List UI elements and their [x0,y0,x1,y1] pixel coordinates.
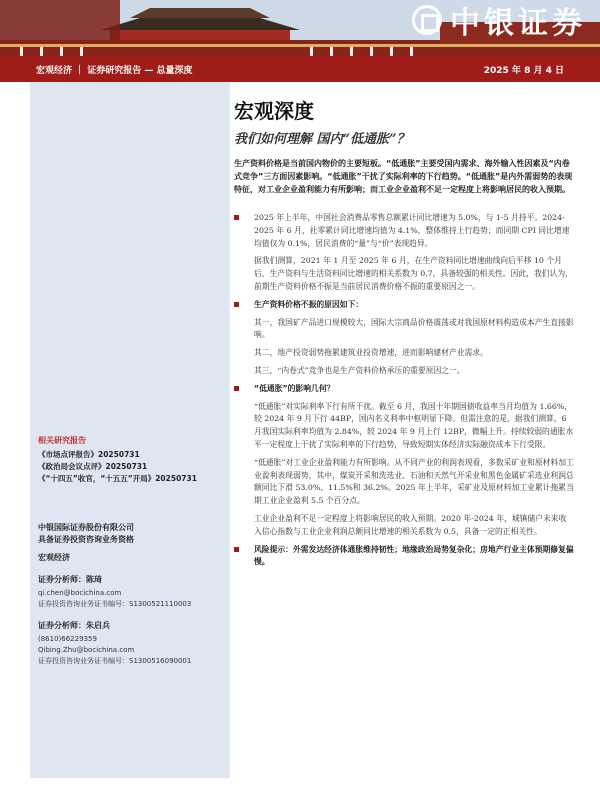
bullet-text: 2025 年上半年，中国社会消费品零售总额累计同比增速为 5.0%，与 1-5 月持平。2024-2025 年 6 月，社零累计同比增速均值为 4.1%，整体维持上行趋势；而同期 CPI 同比增速均值仅为 0.1%，居民消费的“量”与“价”表现趋异。 [254,213,570,248]
boc-logo-icon [412,5,442,35]
analyst-card [38,620,228,667]
paragraph: “低通胀”对实际利率下行有所干扰。截至 6 月，我国十年期国债收益率当月均值为 1.66%，较 2024 年 9 月下行 44BP，国内名义利率中枢明显下降。但需注意的是，据我们测算，6 月我国实际利率均值为 2.84%，较 2024 年 9 月上行 12BP，微幅上升。持续较弱的通胀水平一定程度上干扰了实际利率的下行趋势，导致短期实体经济实际融资成本下行受限。 [254,401,574,449]
related-reports-title: 相关研究报告 [38,436,86,445]
analyst-phone: (8610)66229359 [38,635,97,643]
report-date: 2025 年 8 月 4 日 [483,65,564,76]
related-reports [38,435,228,485]
report-meta-bar [0,56,600,82]
analyst-name: 证券分析师：陈琦 [38,575,102,584]
risk-warning [234,544,574,570]
paragraph: 其一，我国矿产品进口规模较大，国际大宗商品价格震荡或对我国原材料构造成本产生直接影响。 [254,317,574,340]
report-body [234,212,574,574]
brand [412,0,586,40]
related-report-link[interactable]: 《市场点评报告》20250731 [38,450,140,459]
header-banner [0,0,600,56]
analyst-email[interactable]: qi.chen@bocichina.com [38,589,122,597]
company-name: 中银国际证券股份有限公司 [38,523,134,532]
breadcrumb: 宏观经济 ｜ 证券研究报告 — 总量深度 [36,65,193,76]
bullet-text: 生产资料价格不振的原因如下： [254,299,364,309]
company-qualification: 具备证券投资咨询业务资格 [38,535,134,544]
bullet-square-icon [234,302,239,307]
paragraph: 据我们测算，2021 年 1 月至 2025 年 6 月，在生产资料同比增速曲线向后平移 10 个月后，生产资料与生活资料同比增速的相关系数为 0.7，具备较强的相关性。因此，我们认为，前期生产资料价格不振是当前居民消费价格不振的重要原因之一。 [254,256,573,291]
bullet-heading [234,299,574,312]
analyst-card [38,574,228,610]
company-info [38,522,228,546]
summary-paragraph: 生产资料价格是当前国内物价的主要短板。“低通胀”主要受国内需求、海外输入性因素及“内卷式竞争”三方面因素影响。“低通胀”干扰了实际利率的下行趋势。“低通胀”是内外需弱势的表现特征，对工业企业盈利能力有所影响；而工业企业盈利不足一定程度上将影响居民的收入预期。 [234,159,573,194]
analyst-cert: 证券投资咨询业务证书编号：S1300516090001 [38,657,192,665]
bullet-text: “低通胀”的影响几何？ [254,383,335,393]
page-title: 宏观深度 [234,99,314,123]
sidebar [30,82,230,778]
sector-label: 宏观经济 [38,553,70,562]
page-subtitle: 我们如何理解 国内“低通胀”？ [234,132,410,147]
related-report-link[interactable]: 《政治局会议点评》20250731 [38,462,148,471]
bullet-square-icon [234,547,239,552]
paragraph: “低通胀”对工业企业盈利能力有所影响。从不同产业的利润表现看，多数采矿业和原材料加工业盈利表现弱势，其中，煤炭开采和洗选业、石油和天然气开采业和黑色金属矿采选业利润总额同比下滑 53.0%、11.5%和 36.2%。2025 年上半年，采矿业及原材料加工业累计拖累当期工业企业盈利 5.5 个百分点。 [254,457,574,506]
bullet-heading [234,383,574,396]
related-report-link[interactable]: 《“十四五”收官，“十五五”开局》20250731 [38,474,197,483]
bullet-item [234,212,574,250]
bullet-square-icon [234,386,239,391]
brand-name: 中银证券 [450,6,586,41]
bullet-text: 风险提示：外需发达经济体通胀维持韧性；地缘政治局势复杂化；房地产行业主体预期修复偏慢。 [254,544,574,567]
analyst-email[interactable]: Qibing.Zhu@bocichina.com [38,646,135,654]
paragraph: 其三，“内卷式”竞争也是生产资料价格承压的重要原因之一。 [254,365,465,375]
paragraph: 其二，地产投资弱势拖累建筑业投资增速，进而影响建材产业需求。 [254,348,488,358]
analyst-cert: 证券投资咨询业务证书编号：S1300521110003 [38,600,192,608]
analyst-name: 证券分析师：朱启兵 [38,621,110,630]
paragraph: 工业企业盈利不足一定程度上将影响居民的收入预期。2020 年-2024 年，城镇储户未来收入信心指数与工业企业利润总额同比增速的相关系数为 0.5，具备一定的正相关性。 [254,513,567,536]
bullet-square-icon [234,215,239,220]
